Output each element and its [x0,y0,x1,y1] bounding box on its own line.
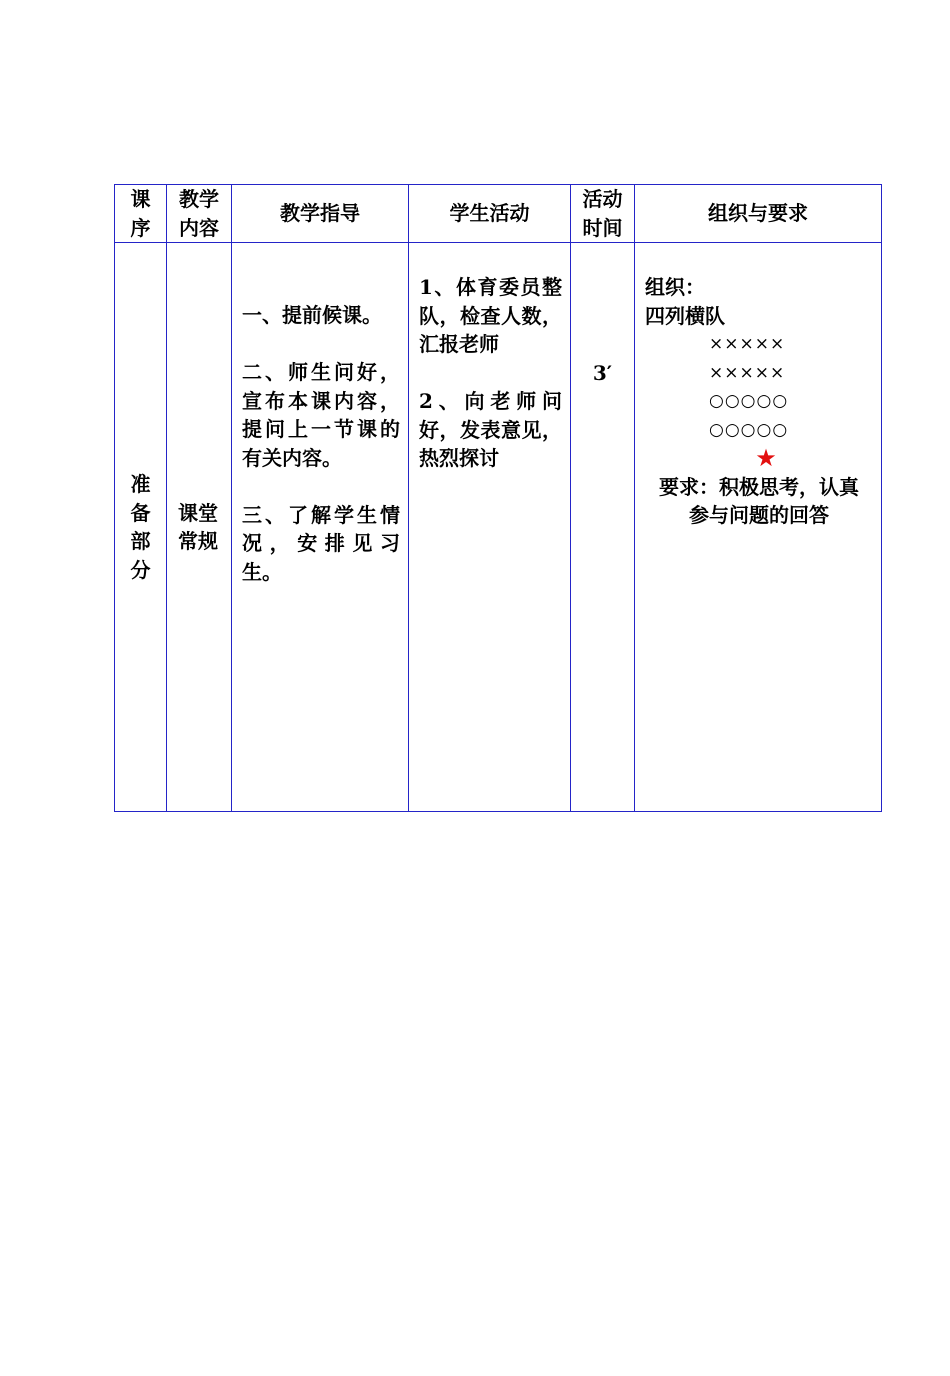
activities-cell [409,243,571,812]
organization-label: 组织： [645,275,705,299]
content-cell: 课堂 常规 [167,243,232,812]
header-sequence: 课 序 [115,185,167,243]
formation-row: ○○○○○ [709,419,789,440]
guidance-item: 一、提前候课。 [242,303,382,327]
guidance-item: 三、了解学生情况，安排见习生。 [242,502,400,584]
formation-row: ××××× [709,334,786,354]
formation-row: ××××× [709,362,786,383]
organization-cell [635,243,882,812]
header-teaching-content: 教学 内容 [167,185,232,243]
requirement-line: 参与问题的回答 [689,503,829,527]
formation-row: ○○○○○ [709,391,789,411]
formation-name: 四列横队 [645,303,725,328]
header-row [115,185,882,243]
activity-item: 1、体育委员整队，检查人数，汇报老师 [419,275,562,356]
guidance-item: 二、师生问好，宣布本课内容，提问上一节课的有关内容。 [242,360,400,470]
preparation-row [115,243,882,812]
time-cell [571,243,635,812]
requirement-line: 要求：积极思考，认真 [659,474,859,499]
activity-duration: 3′ [592,361,613,385]
guidance-cell [232,243,409,812]
teacher-star-icon: ★ [755,444,777,472]
lesson-plan-table [114,184,882,812]
header-teaching-guidance: 教学指导 [232,185,409,243]
header-student-activities: 学生活动 [409,185,571,243]
header-activity-time: 活动 时间 [571,185,635,243]
header-organization-requirements: 组织与要求 [635,185,882,243]
activity-item: 2、向老师问好，发表意见，热烈探讨 [419,389,562,470]
sequence-cell: 准 备 部 分 [115,243,167,812]
